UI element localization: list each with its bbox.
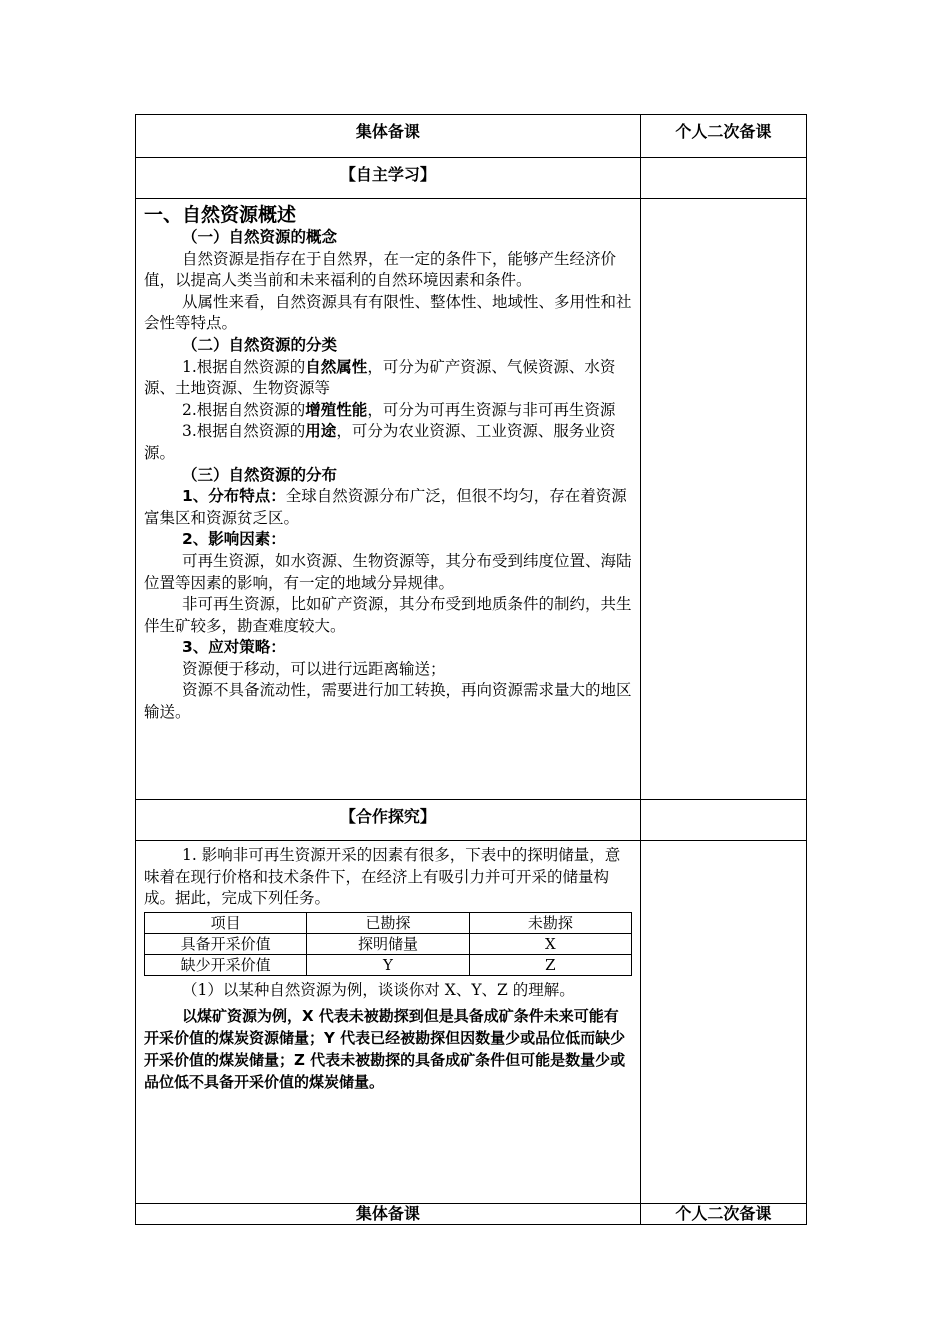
table-cell: X (469, 933, 631, 954)
footer-collective: 集体备课 (136, 1204, 641, 1225)
subheading-concept: （一）自然资源的概念 (182, 228, 338, 246)
section-self-study-title: 【自主学习】 (136, 158, 641, 199)
table-header-cell: 项目 (145, 912, 307, 933)
section-cooperative-row (136, 800, 807, 841)
section-cooperative-notes (640, 800, 806, 841)
table-cell: Z (469, 954, 631, 975)
table-header-row (145, 912, 632, 933)
content-cooperative (136, 841, 641, 1204)
content-self-study (136, 199, 641, 800)
header-collective: 集体备课 (136, 115, 641, 158)
header-personal: 个人二次备课 (640, 115, 806, 158)
content-cooperative-notes (640, 841, 806, 1204)
section-self-study-row (136, 158, 807, 199)
table-row (145, 933, 632, 954)
paragraph-class-1: 1.根据自然资源的自然属性，可分为矿产资源、气候资源、水资源、土地资源、生物资源等 (144, 357, 616, 398)
paragraph-strategy-2: 资源不具备流动性，需要进行加工转换，再向资源需求量大的地区输送。 (144, 681, 632, 722)
answer-text: 以煤矿资源为例，X 代表未被勘探到但是具备成矿条件未来可能有开采价值的煤炭资源储量；Y 代表已经被勘探但因数量少或品位低而缺少开采价值的煤炭储量；Z 代表未被勘探的具备成矿条件但可能是数量少或品位低不具备开采价值的煤炭储量。 (144, 1007, 626, 1092)
table-row (145, 954, 632, 975)
table-cell: 具备开采价值 (145, 933, 307, 954)
question-1-1: （1）以某种自然资源为例，谈谈你对 X、Y、Z 的理解。 (182, 980, 575, 999)
paragraph-definition: 自然资源是指存在于自然界，在一定的条件下，能够产生经济价值，以提高人类当前和未来福利的自然环境因素和条件。 (144, 249, 617, 290)
section-cooperative-title: 【合作探究】 (136, 800, 641, 841)
footer-row (136, 1204, 807, 1225)
label-strategies: 3、应对策略： (182, 638, 286, 657)
paragraph-renewable: 可再生资源，如水资源、生物资源等，其分布受到纬度位置、海陆位置等因素的影响，有一定的地域分异规律。 (144, 551, 632, 592)
table-header-cell: 已勘探 (307, 912, 469, 933)
subheading-classification: （二）自然资源的分类 (182, 335, 338, 354)
table-cell: 缺少开采价值 (145, 954, 307, 975)
reserves-table (144, 912, 632, 976)
paragraph-distribution-features: 1、分布特点：全球自然资源分布广泛，但很不均匀，存在着资源富集区和资源贫乏区。 (144, 487, 627, 527)
paragraph-attributes: 从属性来看，自然资源具有有限性、整体性、地域性、多用性和社会性等特点。 (144, 292, 632, 333)
footer-personal: 个人二次备课 (640, 1204, 806, 1225)
lesson-plan-page (135, 114, 807, 1225)
header-row (136, 115, 807, 158)
subheading-distribution: （三）自然资源的分布 (182, 465, 338, 484)
content-cooperative-row (136, 841, 807, 1204)
content-self-study-notes (640, 199, 806, 800)
content-self-study-row (136, 199, 807, 800)
heading-natural-resources: 一、自然资源概述 (144, 204, 297, 226)
lesson-plan-table (135, 114, 807, 1225)
table-cell: 探明储量 (307, 933, 469, 954)
question-1: 1. 影响非可再生资源开采的因素有很多，下表中的探明储量，意味着在现行价格和技术条件下，在经济上有吸引力并可开采的储量构成。据此，完成下列任务。 (144, 846, 621, 908)
section-self-study-notes (640, 158, 806, 199)
paragraph-class-3: 3.根据自然资源的用途，可分为农业资源、工业资源、服务业资源。 (144, 422, 616, 462)
paragraph-class-2: 2.根据自然资源的增殖性能，可分为可再生资源与非可再生资源 (182, 400, 616, 419)
label-influencing-factors: 2、影响因素： (182, 530, 286, 549)
paragraph-strategy-1: 资源便于移动，可以进行远距离输送； (182, 659, 446, 678)
table-cell: Y (307, 954, 469, 975)
table-header-cell: 未勘探 (469, 912, 631, 933)
paragraph-nonrenewable: 非可再生资源，比如矿产资源，其分布受到地质条件的制约，共生伴生矿较多，勘查难度较大。 (144, 595, 632, 635)
